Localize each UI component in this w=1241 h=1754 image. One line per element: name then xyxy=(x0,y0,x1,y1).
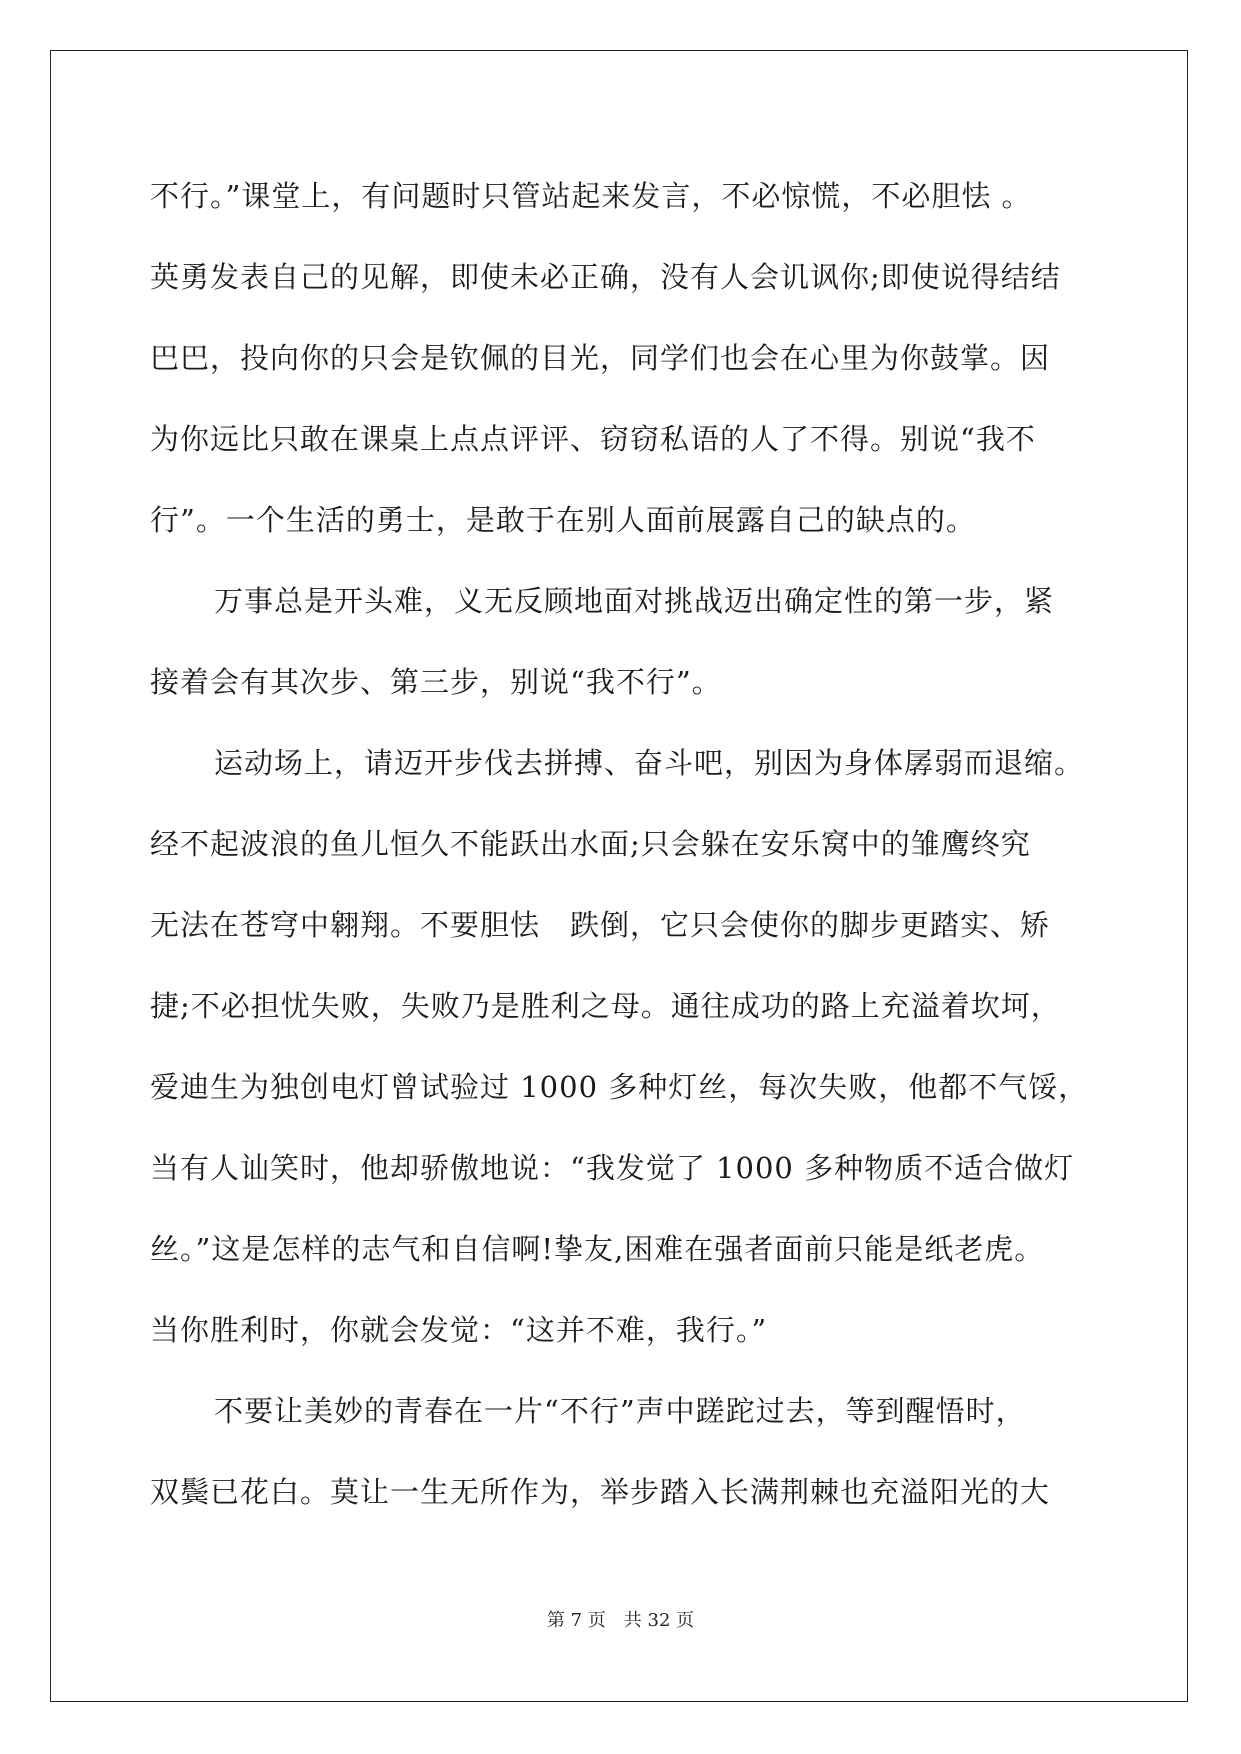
text-line-2: 英勇发表自己的见解，即使未必正确，没有人会讥讽你;即使说得结结 xyxy=(150,260,1061,294)
text-line-5: 行”。一个生活的勇士，是敢于在别人面前展露自己的缺点的。 xyxy=(150,503,976,537)
document-body xyxy=(150,156,1100,1533)
text-line-9: 经不起波浪的鱼儿恒久不能跃出水面;只会躲在安乐窝中的雏鹰终究 xyxy=(150,827,1031,861)
text-line-17: 双鬓已花白。莫让一生无所作为，举步踏入长满荆棘也充溢阳光的大 xyxy=(150,1475,1051,1509)
text-line-10: 无法在苍穹中翱翔。不要胆怯 跌倒，它只会使你的脚步更踏实、矫 xyxy=(150,908,1051,942)
text-line-8: 运动场上，请迈开步伐去拼搏、奋斗吧，别因为身体孱弱而退缩。 xyxy=(214,746,1085,780)
text-line-15: 当你胜利时，你就会发觉：“这并不难，我行。” xyxy=(150,1313,768,1347)
text-line-11: 捷;不必担忧失败，失败乃是胜利之母。通往成功的路上充溢着坎坷， xyxy=(150,989,1061,1023)
text-line-16: 不要让美妙的青春在一片“不行”声中蹉跎过去，等到醒悟时， xyxy=(214,1394,1026,1428)
text-line-7: 接着会有其次步、第三步，别说“我不行”。 xyxy=(150,665,722,699)
text-line-14: 丝。”这是怎样的志气和自信啊!挚友,困难在强者面前只能是纸老虎。 xyxy=(150,1232,1045,1266)
text-line-4: 为你远比只敢在课桌上点点评评、窃窃私语的人了不得。别说“我不 xyxy=(150,422,1036,456)
text-line-1: 不行。”课堂上，有问题时只管站起来发言，不必惊慌，不必胆怯 。 xyxy=(150,179,1032,213)
text-line-12: 爱迪生为独创电灯曾试验过 1000 多种灯丝，每次失败，他都不气馁， xyxy=(150,1070,1089,1104)
page-number-footer: 第 7 页 共 32 页 xyxy=(546,1610,695,1631)
text-line-6: 万事总是开头难，义无反顾地面对挑战迈出确定性的第一步，紧 xyxy=(214,584,1055,618)
text-line-3: 巴巴，投向你的只会是钦佩的目光，同学们也会在心里为你鼓掌。因 xyxy=(150,341,1051,375)
text-line-13: 当有人讪笑时，他却骄傲地说：“我发觉了 1000 多种物质不适合做灯 xyxy=(150,1151,1075,1185)
